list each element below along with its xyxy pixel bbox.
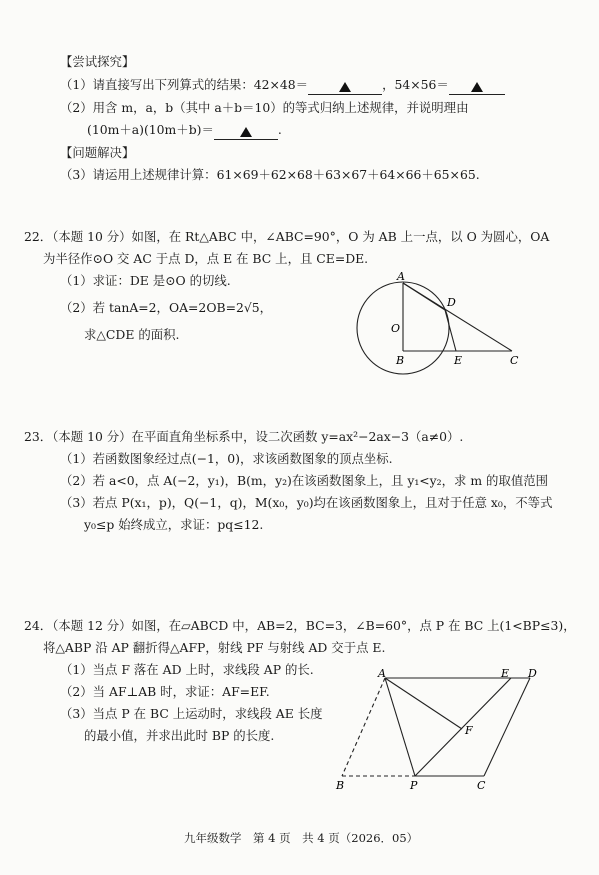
label-b: B (336, 779, 345, 792)
section-try-heading: 【尝试探究】 (60, 54, 135, 69)
problem-24-line-2: 将△ABP 沿 AP 翻折得△AFP，射线 PF 与射线 AD 交于点 E. (43, 640, 386, 655)
q2-period: . (277, 122, 282, 137)
q2-line-2 (87, 123, 282, 140)
label-b: B (396, 354, 405, 367)
problem-23-q2: （2）若 a<0，点 A(−2，y₁)，B(m，y₂)在该函数图象上，且 y₁<y₂，求 m 的取值范围 (60, 473, 549, 488)
problem-22-q2b: 求△CDE 的面积. (84, 327, 180, 342)
q2-line-1: （2）用含 m，a，b（其中 a＋b＝10）的等式归纳上述规律，并说明理由 (60, 100, 469, 115)
problem-23-q1: （1）若函数图象经过点(−1，0)，求该函数图象的顶点坐标. (60, 451, 393, 466)
label-a: A (378, 668, 386, 680)
answer-blank-triangle-icon (339, 82, 351, 92)
q1-line (60, 78, 505, 95)
problem-24-q1: （1）当点 F 落在 AD 上时，求线段 AP 的长. (60, 662, 314, 677)
label-c: C (477, 779, 486, 792)
segment-cd (484, 678, 530, 776)
section-solve-heading: 【问题解决】 (60, 145, 135, 160)
q2-blank (214, 125, 278, 140)
label-d: D (447, 296, 456, 309)
label-p: P (410, 779, 418, 792)
segment-ap (385, 678, 415, 776)
segment-af (385, 678, 462, 729)
label-d: D (528, 668, 537, 680)
q1-text-b: ，54×56＝ (382, 77, 449, 92)
problem-24-q3: （3）当点 P 在 BC 上运动时，求线段 AE 长度 (60, 706, 323, 721)
problem-23-q3: （3）若点 P(x₁，p)，Q(−1，q)，M(x₀，y₀)均在该函数图象上，且对于任意 x₀，不等式 (60, 495, 553, 510)
problem-24-line-1: 24．（本题 12 分）如图，在▱ABCD 中，AB=2，BC=3，∠B=60°，点 P 在 BC 上(1<BP≤3)， (24, 618, 576, 633)
q2-expression: (10m＋a)(10m＋b)＝ (87, 122, 214, 137)
label-a: A (397, 270, 405, 283)
problem-23-q3b: y₀≤p 始终成立，求证：pq≤12. (84, 517, 264, 532)
q3-line: （3）请运用上述规律计算：61×69＋62×68＋63×67＋64×66＋65×65. (60, 167, 480, 182)
answer-blank-triangle-icon (240, 127, 252, 137)
segment-de (445, 310, 456, 351)
label-e: E (501, 668, 510, 680)
q1-blank-1 (308, 80, 382, 95)
problem-24-q2: （2）当 AF⊥AB 时，求证：AF=EF. (60, 684, 270, 699)
figure-24 (330, 668, 555, 793)
problem-24-q3b: 的最小值，并求出此时 BP 的长度. (84, 728, 275, 743)
label-c: C (510, 354, 519, 367)
answer-blank-triangle-icon (471, 82, 483, 92)
q1-blank-2 (449, 80, 505, 95)
figure-22 (350, 268, 530, 378)
problem-22-line-1: 22．（本题 10 分）如图，在 Rt△ABC 中，∠ABC=90°，O 为 AB 上一点，以 O 为圆心，OA (24, 229, 550, 244)
problem-22-line-2: 为半径作⊙O 交 AC 于点 D，点 E 在 BC 上，且 CE=DE. (43, 251, 369, 266)
label-f: F (465, 724, 473, 737)
q1-text-a: （1）请直接写出下列算式的结果：42×48＝ (60, 77, 309, 92)
label-e: E (454, 354, 463, 367)
page-footer: 九年级数学 第 4 页 共 4 页（2026．05） (184, 831, 419, 845)
problem-22-q2: （2）若 tanA=2，OA=2OB=2√5， (60, 300, 273, 315)
problem-22-q1: （1）求证：DE 是⊙O 的切线. (60, 273, 231, 288)
label-o: O (391, 322, 401, 335)
segment-ab-dashed (342, 678, 385, 776)
problem-23-line-1: 23．（本题 10 分）在平面直角坐标系中，设二次函数 y=ax²−2ax−3（a≠0）. (24, 429, 464, 444)
ray-pe (415, 678, 511, 776)
